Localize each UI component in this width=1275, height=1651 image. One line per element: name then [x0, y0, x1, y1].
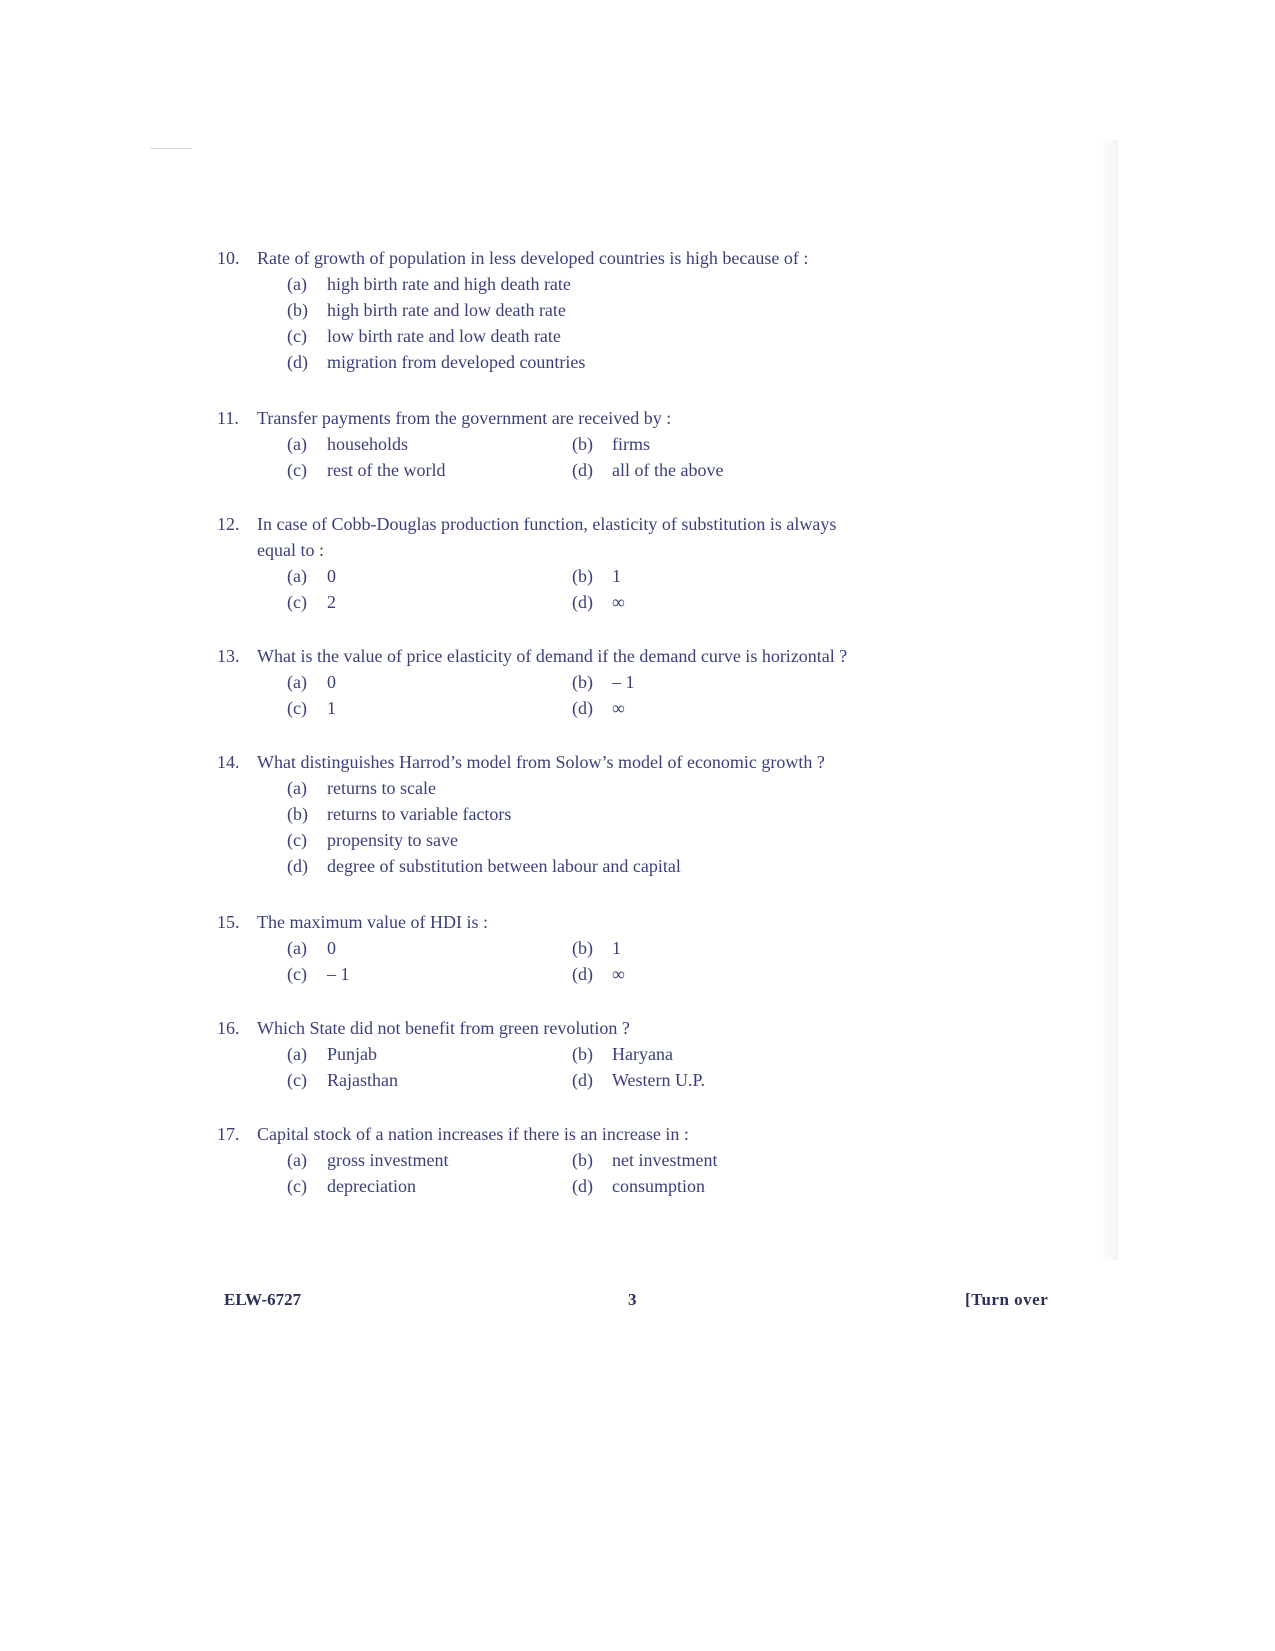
- question-15: [217, 909, 917, 987]
- question-16: [217, 1015, 917, 1093]
- question-10: [217, 245, 917, 375]
- question-text: In case of Cobb-Douglas production function, elasticity of substitution is always equal to :: [257, 514, 837, 560]
- option-list: [287, 271, 917, 375]
- option-d: (d) ∞: [572, 964, 625, 984]
- option-a: (a) gross investment: [287, 1150, 449, 1170]
- option-c: (c) rest of the world: [287, 460, 446, 480]
- question-stem: [217, 245, 917, 271]
- question-text: Rate of growth of population in less developed countries is high because of :: [257, 248, 809, 268]
- option-grid: [287, 431, 917, 483]
- question-number: 14.: [217, 752, 240, 772]
- question-13: [217, 643, 917, 721]
- option-d: (d) ∞: [572, 698, 625, 718]
- question-stem: [217, 1015, 917, 1041]
- scan-mark: [150, 148, 192, 149]
- option-d: (d) all of the above: [572, 460, 724, 480]
- question-17: [217, 1121, 917, 1199]
- option-d: (d) Western U.P.: [572, 1070, 706, 1090]
- option-grid: [287, 935, 917, 987]
- option-b: (b) returns to variable factors: [287, 804, 512, 824]
- option-a: (a) high birth rate and high death rate: [287, 274, 571, 294]
- option-b: (b) Haryana: [572, 1044, 673, 1064]
- question-number: 12.: [217, 514, 240, 534]
- paper-code: ELW-6727: [224, 1290, 302, 1309]
- option-a: (a) 0: [287, 672, 336, 692]
- question-text: Which State did not benefit from green revolution ?: [257, 1018, 630, 1038]
- question-number: 16.: [217, 1018, 240, 1038]
- option-c: (c) 1: [287, 698, 336, 718]
- option-d: (d) migration from developed countries: [287, 352, 586, 372]
- option-b: (b) firms: [572, 434, 650, 454]
- question-number: 17.: [217, 1124, 240, 1144]
- question-11: [217, 405, 917, 483]
- option-c: (c) – 1: [287, 964, 350, 984]
- question-text: The maximum value of HDI is :: [257, 912, 488, 932]
- question-stem: [217, 909, 917, 935]
- option-c: (c) depreciation: [287, 1176, 416, 1196]
- question-number: 15.: [217, 912, 240, 932]
- option-a: (a) Punjab: [287, 1044, 378, 1064]
- option-d: (d) consumption: [572, 1176, 705, 1196]
- question-12: [217, 511, 867, 615]
- option-a: (a) households: [287, 434, 408, 454]
- option-b: (b) 1: [572, 566, 621, 586]
- option-a: (a) 0: [287, 938, 336, 958]
- question-text: What is the value of price elasticity of demand if the demand curve is horizontal ?: [257, 646, 848, 666]
- option-a: (a) returns to scale: [287, 778, 436, 798]
- question-14: [217, 749, 917, 879]
- option-a: (a) 0: [287, 566, 336, 586]
- option-b: (b) net investment: [572, 1150, 718, 1170]
- option-c: (c) low birth rate and low death rate: [287, 326, 561, 346]
- option-grid: [287, 1041, 917, 1093]
- option-d: (d) degree of substitution between labour and capital: [287, 856, 681, 876]
- question-stem: [217, 405, 917, 431]
- option-c: (c) Rajasthan: [287, 1070, 398, 1090]
- question-text: Transfer payments from the government are received by :: [257, 408, 672, 428]
- question-stem: [217, 749, 917, 775]
- option-d: (d) ∞: [572, 592, 625, 612]
- option-grid: [287, 563, 867, 615]
- question-number: 13.: [217, 646, 240, 666]
- option-b: (b) 1: [572, 938, 621, 958]
- option-c: (c) propensity to save: [287, 830, 458, 850]
- option-list: [287, 775, 917, 879]
- question-stem: [217, 643, 917, 669]
- turn-over-note: [Turn over: [965, 1290, 1049, 1309]
- option-b: (b) – 1: [572, 672, 635, 692]
- page-number: 3: [628, 1290, 637, 1309]
- question-number: 11.: [217, 408, 239, 428]
- question-number: 10.: [217, 248, 240, 268]
- option-b: (b) high birth rate and low death rate: [287, 300, 566, 320]
- question-text: Capital stock of a nation increases if there is an increase in :: [257, 1124, 689, 1144]
- scan-shadow: [1100, 140, 1118, 1260]
- question-stem: [217, 511, 867, 563]
- question-text: What distinguishes Harrod’s model from Solow’s model of economic growth ?: [257, 752, 825, 772]
- question-stem: [217, 1121, 917, 1147]
- option-c: (c) 2: [287, 592, 336, 612]
- option-grid: [287, 669, 917, 721]
- option-grid: [287, 1147, 917, 1199]
